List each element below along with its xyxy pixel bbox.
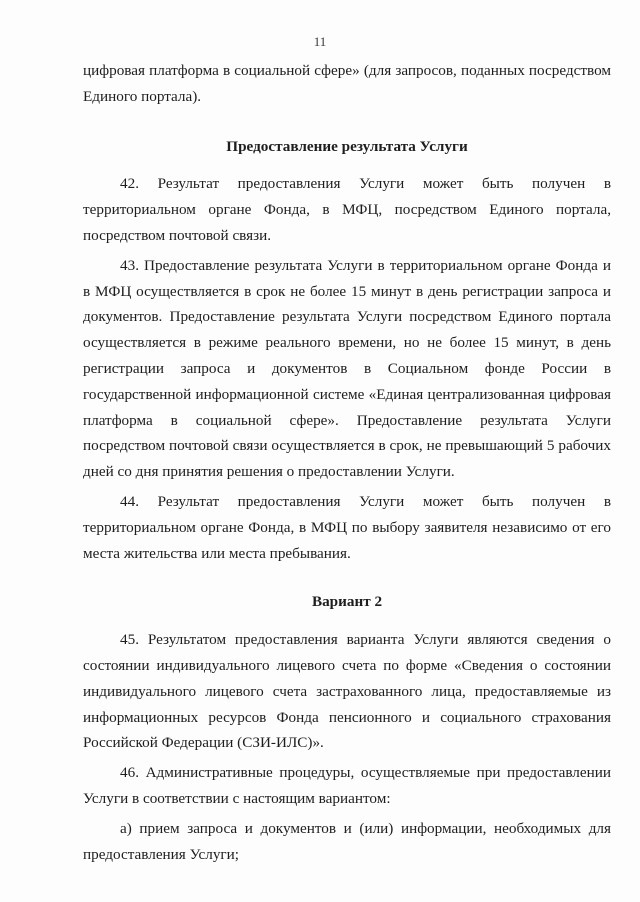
page-number: 11 — [313, 34, 327, 49]
paragraph-continuation: цифровая платформа в социальной сфере» (для запросов, поданных посредством Единого портала). — [83, 62, 611, 105]
section-heading-result: Предоставление результата Услуги — [226, 137, 468, 155]
paragraph-45: 45. Результатом предоставления варианта Услуги являются сведения о состоянии индивидуального лицевого счета по форме «Сведения о состоянии индивидуального лицевого счета застрахованного лица, предоставляемые из информационных ресурсов Фонда пенсионного и социального страхования Российской Федерации (СЗИ-ИЛС)». — [83, 631, 611, 752]
paragraph-44: 44. Результат предоставления Услуги может быть получен в территориальном органе Фонда, в МФЦ по выбору заявителя независимо от его места жительства или места пребывания. — [83, 492, 611, 562]
paragraph-42: 42. Результат предоставления Услуги может быть получен в территориальном органе Фонда, в МФЦ, посредством Единого портала, посредством почтовой связи. — [83, 175, 611, 244]
section-heading-variant: Вариант 2 — [311, 593, 383, 611]
paragraph-43: 43. Предоставление результата Услуги в территориальном органе Фонда и в МФЦ осуществляется в срок не более 15 минут в день регистрации запроса и документов. Предоставление результата Услуги посредством Единого портала осуществляется в режиме реального времени, но не более 15 минут, в день регистрации запроса и документов в Социальном фонде России в государственной информационной системе «Единая централизованная цифровая платформа в социальной сфере». Предоставление результата Услуги посредством почтовой связи осуществляется в срок, не превышающий 5 рабочих дней со дня принятия решения о предоставлении Услуги. — [83, 256, 611, 481]
document-body — [83, 58, 611, 867]
list-item-a: а) прием запроса и документов и (или) информации, необходимых для предоставления Услуги; — [83, 819, 611, 863]
paragraph-46: 46. Административные процедуры, осуществляемые при предоставлении Услуги в соответствии с настоящим вариантом: — [83, 764, 611, 807]
